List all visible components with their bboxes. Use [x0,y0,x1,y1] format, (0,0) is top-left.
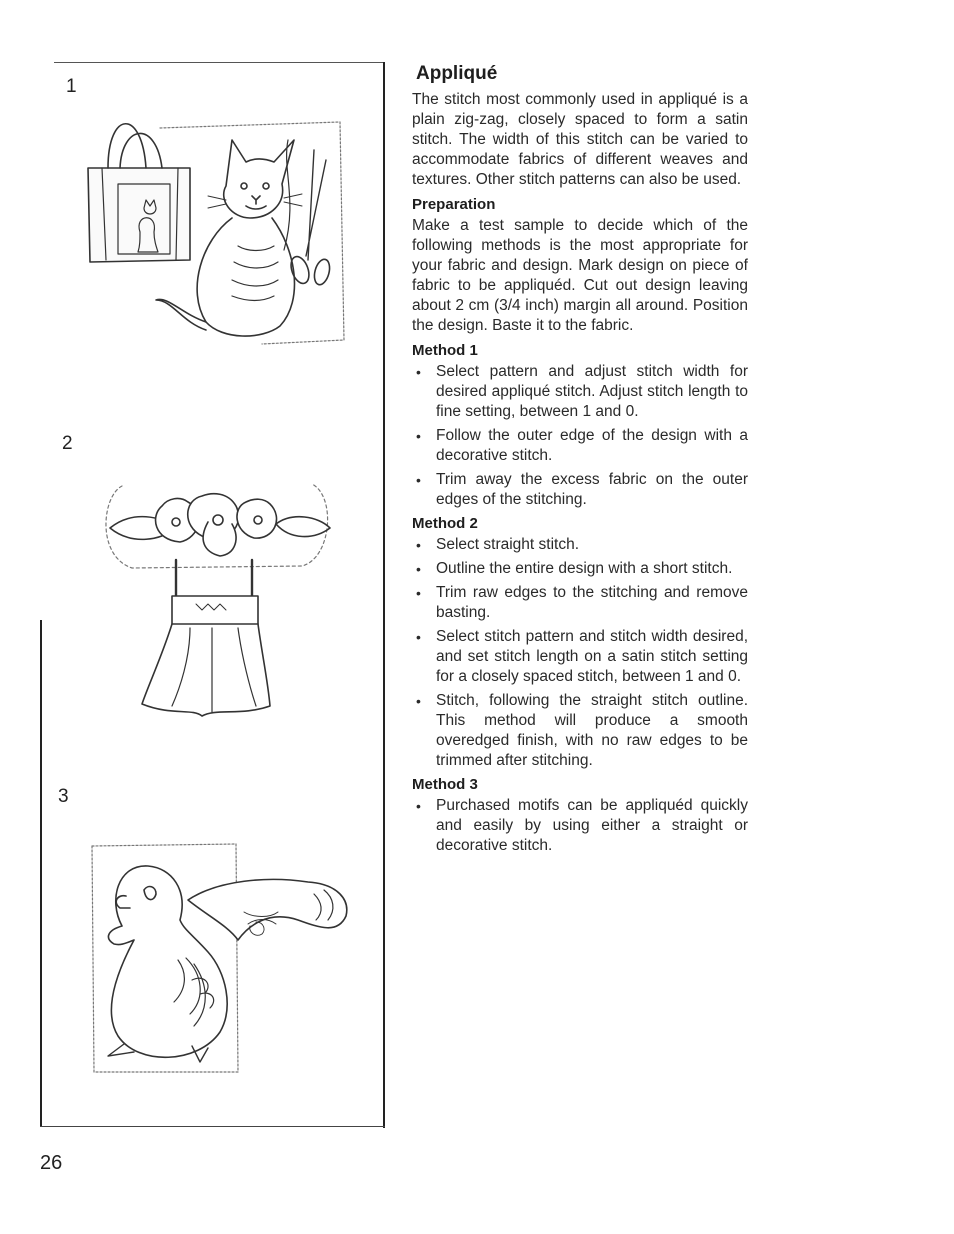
list-item: • Outline the entire design with a short stitch. [412,559,748,579]
frame-left-line [40,620,42,1127]
list-item: • Select pattern and adjust stitch width for desired appliqué stitch. Adjust stitch length to fine setting, between 1 and 0. [412,362,748,422]
method-1-heading: Method 1 [412,342,478,359]
list-item: • Follow the outer edge of the design with a decorative stitch. [412,426,748,466]
duckling-towel-illustration [88,840,360,1080]
method-3-list [412,796,748,856]
list-item: • Trim raw edges to the stitching and remove basting. [412,583,748,623]
list-item: • Select straight stitch. [412,535,748,555]
cat-applique-illustration [82,100,352,350]
method-2-heading: Method 2 [412,515,478,532]
frame-bottom-line [40,1126,385,1127]
method-1-list [412,362,748,510]
figure-2-number: 2 [62,433,73,454]
method-3-heading: Method 3 [412,776,478,793]
page-number: 26 [40,1152,63,1174]
list-item: • Select stitch pattern and stitch width desired, and set stitch length on a satin stitch setting for a closely spaced stitch, between 1 and 0. [412,627,748,687]
method-2-list [412,535,748,771]
intro-paragraph: The stitch most commonly used in appliqué is a plain zig-zag, closely spaced to form a satin stitch. The width of this stitch can be varied to accommodate fabrics of different weaves and textures. Other stitch patterns can also be used. [412,91,748,188]
list-item: • Trim away the excess fabric on the outer edges of the stitching. [412,470,748,510]
figure-1-number: 1 [66,76,77,97]
figure-3-number: 3 [58,786,69,807]
preparation-heading: Preparation [412,196,496,213]
preparation-paragraph: Make a test sample to decide which of the following methods is the most appropriate for your fabric and design. Mark design on piece of fabric to be appliquéd. Cut out design leaving about 2 cm (3/4 inch) margin all around. Position the design. Baste it to the fabric. [412,217,748,334]
applique-instructions [412,64,748,860]
list-item: • Stitch, following the straight stitch outline. This method will produce a smooth overedged finish, with no raw edges to be trimmed after stitching. [412,691,748,771]
list-item: • Purchased motifs can be appliquéd quickly and easily by using either a straight or decorative stitch. [412,796,748,856]
section-title: Appliqué [416,63,498,84]
frame-right-line [383,62,385,1128]
frame-top-line [54,62,384,63]
flower-apron-illustration [92,476,342,726]
